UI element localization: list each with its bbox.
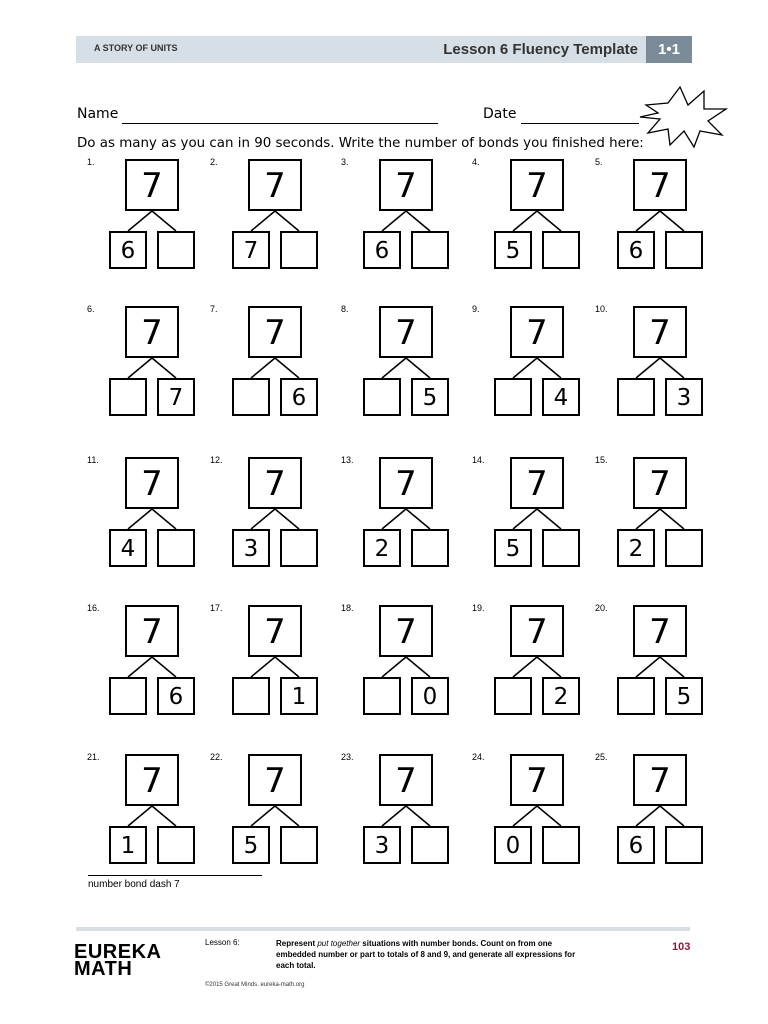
number-bond — [341, 752, 473, 870]
part-box-left[interactable] — [617, 378, 655, 416]
part-box-right[interactable] — [665, 826, 703, 864]
part-box-left: 5 — [494, 529, 532, 567]
number-bond — [341, 603, 473, 721]
whole-box: 7 — [379, 605, 433, 657]
number-bond — [472, 304, 604, 422]
number-bond — [87, 304, 219, 422]
whole-box: 7 — [248, 754, 302, 806]
number-bond — [472, 455, 604, 573]
part-box-right[interactable] — [411, 231, 449, 269]
desc-italic: put together — [317, 939, 361, 948]
part-box-left: 0 — [494, 826, 532, 864]
whole-box: 7 — [248, 306, 302, 358]
number-bond — [595, 455, 727, 573]
part-box-right[interactable] — [280, 529, 318, 567]
problem-number: 10. — [595, 304, 608, 314]
logo-line-2: MATH — [74, 958, 133, 980]
date-label: Date — [483, 106, 517, 122]
part-box-right: 2 — [542, 677, 580, 715]
problem-number: 2. — [210, 157, 218, 167]
series-label: A STORY OF UNITS — [94, 43, 178, 53]
part-box-left[interactable] — [232, 378, 270, 416]
part-box-left: 1 — [109, 826, 147, 864]
part-box-left: 6 — [617, 231, 655, 269]
problem-number: 1. — [87, 157, 95, 167]
number-bond — [472, 752, 604, 870]
part-box-left: 3 — [232, 529, 270, 567]
part-box-left: 6 — [109, 231, 147, 269]
number-bond — [341, 157, 473, 275]
whole-box: 7 — [510, 306, 564, 358]
problem-number: 14. — [472, 455, 485, 465]
date-line[interactable] — [521, 123, 639, 124]
part-box-right: 4 — [542, 378, 580, 416]
part-box-left[interactable] — [109, 378, 147, 416]
part-box-left[interactable] — [363, 378, 401, 416]
module-badge: 1•1 — [646, 36, 692, 63]
part-box-right: 7 — [157, 378, 195, 416]
part-box-left: 5 — [232, 826, 270, 864]
part-box-left: 5 — [494, 231, 532, 269]
problem-number: 24. — [472, 752, 485, 762]
number-bond — [472, 157, 604, 275]
instructions: Do as many as you can in 90 seconds. Write the number of bonds you finished here: — [77, 136, 644, 151]
problem-number: 13. — [341, 455, 354, 465]
copyright: ©2015 Great Minds. eureka-math.org — [205, 982, 305, 988]
name-label: Name — [77, 106, 119, 122]
whole-box: 7 — [510, 457, 564, 509]
starburst-icon[interactable] — [638, 83, 728, 149]
part-box-right[interactable] — [411, 826, 449, 864]
footer-bar — [76, 927, 690, 931]
part-box-left[interactable] — [109, 677, 147, 715]
whole-box: 7 — [633, 159, 687, 211]
caption: number bond dash 7 — [88, 879, 180, 890]
part-box-left: 6 — [617, 826, 655, 864]
logo-line-1: EUREKA — [74, 941, 162, 963]
problem-number: 15. — [595, 455, 608, 465]
problem-number: 22. — [210, 752, 223, 762]
whole-box: 7 — [379, 159, 433, 211]
number-bond — [210, 455, 342, 573]
number-bond — [595, 157, 727, 275]
problem-number: 7. — [210, 304, 218, 314]
whole-box: 7 — [379, 306, 433, 358]
part-box-left: 2 — [363, 529, 401, 567]
problem-number: 17. — [210, 603, 223, 613]
part-box-right[interactable] — [157, 529, 195, 567]
page-number: 103 — [672, 941, 691, 953]
whole-box: 7 — [633, 457, 687, 509]
part-box-right[interactable] — [280, 826, 318, 864]
number-bond — [210, 157, 342, 275]
number-bond — [595, 603, 727, 721]
whole-box: 7 — [633, 306, 687, 358]
part-box-left[interactable] — [494, 677, 532, 715]
lesson-title: Lesson 6 Fluency Template — [443, 41, 638, 58]
part-box-right[interactable] — [542, 231, 580, 269]
part-box-right[interactable] — [157, 231, 195, 269]
problem-number: 16. — [87, 603, 100, 613]
whole-box: 7 — [125, 754, 179, 806]
whole-box: 7 — [379, 457, 433, 509]
problem-number: 11. — [87, 455, 99, 465]
whole-box: 7 — [510, 159, 564, 211]
part-box-right: 0 — [411, 677, 449, 715]
number-bond — [210, 752, 342, 870]
part-box-left[interactable] — [232, 677, 270, 715]
desc-pre: Represent — [276, 939, 318, 948]
part-box-left: 2 — [617, 529, 655, 567]
part-box-left[interactable] — [363, 677, 401, 715]
part-box-left: 6 — [363, 231, 401, 269]
caption-divider — [88, 875, 262, 876]
whole-box: 7 — [510, 605, 564, 657]
number-bond — [341, 304, 473, 422]
number-bond — [595, 752, 727, 870]
problem-number: 9. — [472, 304, 480, 314]
problem-number: 12. — [210, 455, 223, 465]
part-box-left: 3 — [363, 826, 401, 864]
part-box-right: 1 — [280, 677, 318, 715]
whole-box: 7 — [248, 457, 302, 509]
number-bond — [87, 157, 219, 275]
problem-number: 18. — [341, 603, 354, 613]
problem-number: 6. — [87, 304, 95, 314]
eureka-math-logo — [74, 941, 162, 980]
part-box-left[interactable] — [617, 677, 655, 715]
problem-number: 25. — [595, 752, 608, 762]
part-box-right[interactable] — [665, 231, 703, 269]
name-line[interactable] — [122, 123, 438, 124]
number-bond — [87, 603, 219, 721]
problem-number: 8. — [341, 304, 349, 314]
number-bond — [210, 603, 342, 721]
whole-box: 7 — [633, 754, 687, 806]
part-box-right[interactable] — [542, 529, 580, 567]
number-bond — [595, 304, 727, 422]
part-box-right[interactable] — [157, 826, 195, 864]
problem-number: 3. — [341, 157, 349, 167]
problem-number: 4. — [472, 157, 480, 167]
footer-lesson: Lesson 6: — [205, 938, 240, 947]
whole-box: 7 — [379, 754, 433, 806]
part-box-right: 6 — [280, 378, 318, 416]
problem-number: 5. — [595, 157, 603, 167]
whole-box: 7 — [125, 457, 179, 509]
part-box-right[interactable] — [411, 529, 449, 567]
part-box-left: 7 — [232, 231, 270, 269]
part-box-right[interactable] — [665, 529, 703, 567]
problem-number: 19. — [472, 603, 485, 613]
whole-box: 7 — [125, 605, 179, 657]
part-box-right: 6 — [157, 677, 195, 715]
part-box-right: 5 — [411, 378, 449, 416]
part-box-left: 4 — [109, 529, 147, 567]
desc-post: situations with number bonds. Count on from one embedded number or part to totals of 8 and 9, and generate all expressions for each total. — [276, 939, 576, 970]
number-bond — [87, 752, 219, 870]
whole-box: 7 — [633, 605, 687, 657]
number-bond — [87, 455, 219, 573]
whole-box: 7 — [510, 754, 564, 806]
whole-box: 7 — [248, 605, 302, 657]
problem-number: 21. — [87, 752, 100, 762]
whole-box: 7 — [125, 306, 179, 358]
part-box-right: 5 — [665, 677, 703, 715]
footer-description — [276, 938, 576, 971]
part-box-right[interactable] — [542, 826, 580, 864]
problem-number: 23. — [341, 752, 354, 762]
part-box-left[interactable] — [494, 378, 532, 416]
part-box-right[interactable] — [280, 231, 318, 269]
whole-box: 7 — [125, 159, 179, 211]
whole-box: 7 — [248, 159, 302, 211]
part-box-right: 3 — [665, 378, 703, 416]
number-bond — [472, 603, 604, 721]
problem-number: 20. — [595, 603, 608, 613]
number-bond — [341, 455, 473, 573]
number-bond — [210, 304, 342, 422]
